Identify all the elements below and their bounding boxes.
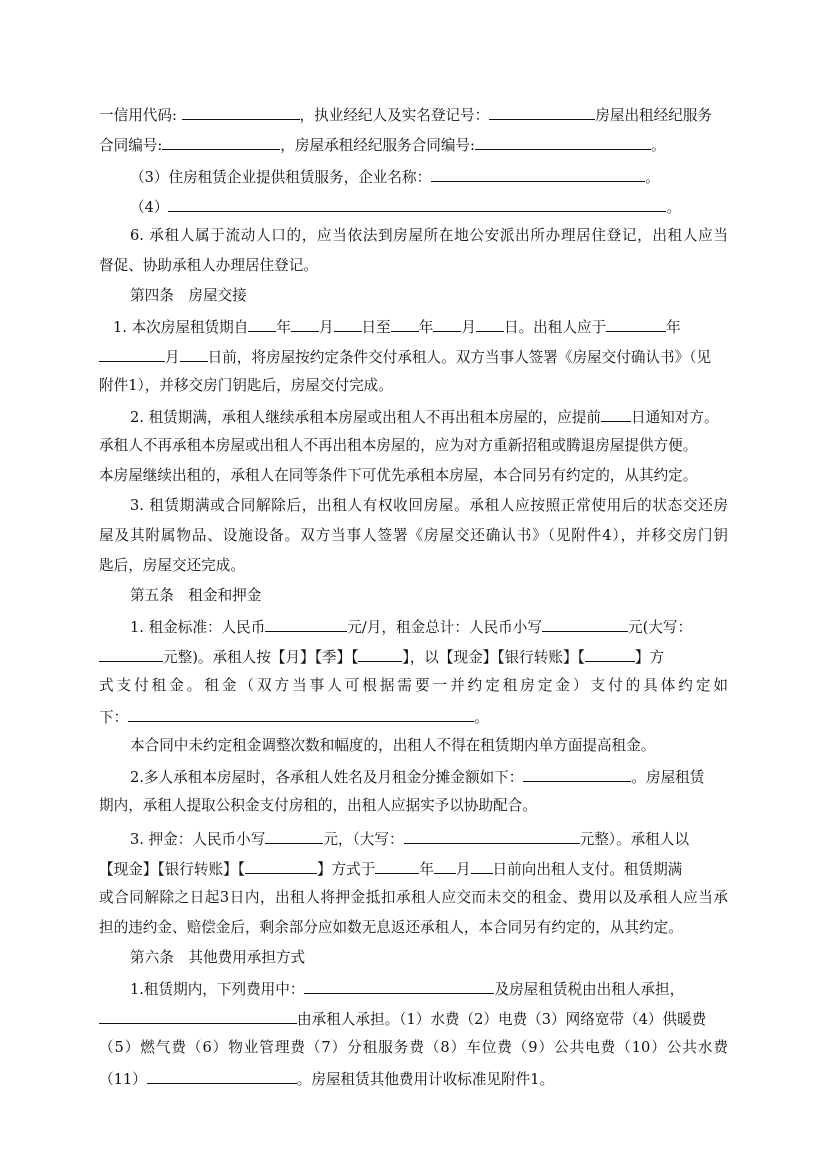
text: ，房屋承租经纪服务合同编号: [280, 137, 475, 154]
text: 日。出租人应于 [503, 319, 607, 336]
line-4 [130, 196, 728, 218]
line-32 [99, 1038, 728, 1058]
line-25 [130, 828, 728, 850]
blank [334, 316, 362, 332]
line-30 [130, 978, 728, 1000]
line-27 [99, 888, 728, 908]
blank [248, 316, 276, 332]
article-6-heading [130, 948, 728, 968]
text: （5）燃气费（6）物业管理费（7）分租服务费（8）车位费（9）公共电费（10）公共水费 [99, 1039, 728, 1056]
blank [471, 858, 493, 874]
text: 第五条 租金和押金 [130, 587, 262, 604]
line-2 [99, 134, 728, 156]
blank [291, 316, 319, 332]
blank-deposit-figures [265, 828, 323, 844]
blank-credit-code [182, 104, 300, 120]
line-6 [99, 256, 728, 276]
text: 匙后，房屋交还完成。 [99, 557, 245, 574]
line-18 [130, 616, 728, 638]
text: 本房屋继续出租的，承租人在同等条件下可优先承租本房屋，本合同另有约定的，从其约定。 [99, 467, 698, 484]
text: 3. 押金：人民币小写 [130, 831, 266, 848]
blank [391, 316, 419, 332]
article-4-heading [130, 286, 728, 306]
blank-total-rent [542, 616, 628, 632]
text: 【现金】【银行转账】【 [99, 861, 245, 878]
blank [606, 316, 666, 332]
line-31 [99, 1008, 728, 1030]
blank [375, 858, 419, 874]
text: 1. 本次房屋租赁期自 [113, 319, 249, 336]
text: 】方 [634, 649, 665, 666]
text: 或合同解除之日起3日内，出租人将押金抵扣承租人应交而未交的租金、费用以及承租人应当承 [99, 889, 728, 906]
blank-notice-days [601, 406, 631, 422]
text: 1. 租金标准：人民币 [130, 619, 266, 636]
line-23 [130, 766, 728, 788]
line-19 [99, 646, 728, 668]
line-10 [99, 376, 728, 396]
line-12 [99, 436, 728, 456]
text: 式支付租金。租金（双方当事人可根据需要一并约定租房定金）支付的具体约定如 [99, 677, 728, 694]
text: 年 [419, 861, 434, 878]
text: （11） [99, 1071, 147, 1088]
blank-deposit-words [404, 828, 580, 844]
text: 期内，承租人提取公积金支付房租的，出租人应据实予以协助配合。 [99, 797, 537, 814]
line-28 [99, 918, 728, 938]
text: 屋及其附属物品、设施设备。双方当事人签署《房屋交还确认书》（见附件4），并移交房门钥 [99, 527, 728, 544]
blank-tenant-fees [99, 1008, 297, 1024]
text: 由承租人承担。（1）水费（2）电费（3）网络宽带（4）供暖费 [297, 1011, 707, 1028]
blank [476, 316, 504, 332]
line-13 [99, 466, 728, 486]
text: 6. 承租人属于流动人口的，应当依法到房屋所在地公安派出所办理居住登记，出租人应当 [130, 227, 728, 244]
text: 督促、协助承租人办理居住登记。 [99, 257, 318, 274]
text: 日前，将房屋按约定条件交付承租人。双方当事人签署《房屋交付确认书》（见 [207, 349, 712, 366]
line-14 [130, 496, 728, 516]
blank-enterprise-name [431, 166, 645, 182]
text: 第四条 房屋交接 [130, 287, 247, 304]
line-21 [99, 706, 728, 728]
text: 元整)。承租人按【月】【季】【 [163, 649, 359, 666]
line-20 [99, 676, 728, 696]
blank-payment-terms [128, 706, 474, 722]
text: 及房屋租赁税由出租人承担， [494, 981, 685, 998]
text: 2.多人承租本房屋时，各承租人姓名及月租金分摊金额如下： [130, 769, 524, 786]
text: （4） [130, 199, 169, 216]
text: 元/月，租金总计：人民币小写 [347, 619, 542, 636]
text: 承租人不再承租本房屋或出租人不再出租本房屋的，应为对方重新招租或腾退房屋提供方便。 [99, 437, 698, 454]
blank [358, 646, 402, 662]
blank-rent-words [99, 646, 163, 662]
line-16 [99, 556, 728, 576]
text: 第六条 其他费用承担方式 [130, 949, 306, 966]
line-26 [99, 858, 728, 880]
line-8 [113, 316, 728, 338]
blank-tenant-shares [523, 766, 631, 782]
text: 附件1），并移交房门钥匙后，房屋交付完成。 [99, 377, 393, 394]
line-3 [130, 166, 728, 188]
blank [180, 346, 208, 362]
blank-landlord-fees [304, 978, 494, 994]
text: 元(大写： [627, 619, 693, 636]
text: 本合同中未约定租金调整次数和幅度的，出租人不得在租赁期内单方面提高租金。 [130, 737, 656, 754]
line-1 [99, 104, 728, 126]
blank-other-fees [147, 1068, 297, 1084]
article-5-heading [130, 586, 728, 606]
text: 元，（大写： [323, 831, 404, 848]
text: 月 [318, 319, 334, 336]
text: 2. 租赁期满，承租人继续承租本房屋或出租人不再出租本房屋的，应提前 [130, 409, 601, 426]
blank-lease-agency-contract-no [162, 134, 280, 150]
text: 。 [645, 169, 660, 186]
blank-deposit-method [245, 858, 317, 874]
blank-monthly-rent [265, 616, 347, 632]
text: 日通知对方。 [630, 409, 719, 426]
text: 一信用代码: [99, 107, 182, 124]
text: 3. 租赁期满或合同解除后，出租人有权收回房屋。承租人应按照正常使用后的状态交还房 [130, 497, 728, 514]
text: 1.租赁期内，下列费用中： [130, 981, 305, 998]
text: 月 [455, 861, 471, 878]
text: 】，以【现金】【银行转账】【 [402, 649, 585, 666]
text: 。房屋租赁 [631, 769, 705, 786]
text: 合同编号: [99, 137, 163, 154]
text: 月 [461, 319, 476, 336]
line-15 [99, 526, 728, 546]
blank-agent-id [489, 104, 595, 120]
line-11 [130, 406, 728, 428]
line-5 [130, 226, 728, 246]
text: 年 [666, 319, 681, 336]
text: 担的违约金、赔偿金后，剩余部分应如数无息返还承租人，本合同另有约定的，从其约定。 [99, 919, 683, 936]
text: ，执业经纪人及实名登记号： [299, 107, 490, 124]
blank [99, 346, 165, 362]
blank-rent-agency-contract-no [475, 134, 651, 150]
text: 年 [418, 319, 434, 336]
text: 日前向出租人支付。租赁期满 [492, 861, 683, 878]
blank-other [168, 196, 666, 212]
text: （3）住房租赁企业提供租赁服务，企业名称： [130, 169, 432, 186]
text: 元整）。承租人以 [579, 831, 690, 848]
blank [433, 316, 461, 332]
text: 房屋出租经纪服务 [595, 107, 713, 124]
text: 月 [165, 349, 180, 366]
text: 。 [474, 709, 489, 726]
text: 】方式于 [316, 861, 376, 878]
text: 年 [276, 319, 291, 336]
line-22 [130, 736, 728, 756]
text: 。 [666, 199, 682, 216]
text: 日至 [361, 319, 391, 336]
text: 。房屋租赁其他费用计收标准见附件1。 [296, 1071, 555, 1088]
line-33 [99, 1068, 728, 1090]
line-24 [99, 796, 728, 816]
text: 下： [99, 709, 129, 726]
text: 。 [650, 137, 666, 154]
line-9 [99, 346, 728, 368]
blank [434, 858, 456, 874]
blank [585, 646, 635, 662]
